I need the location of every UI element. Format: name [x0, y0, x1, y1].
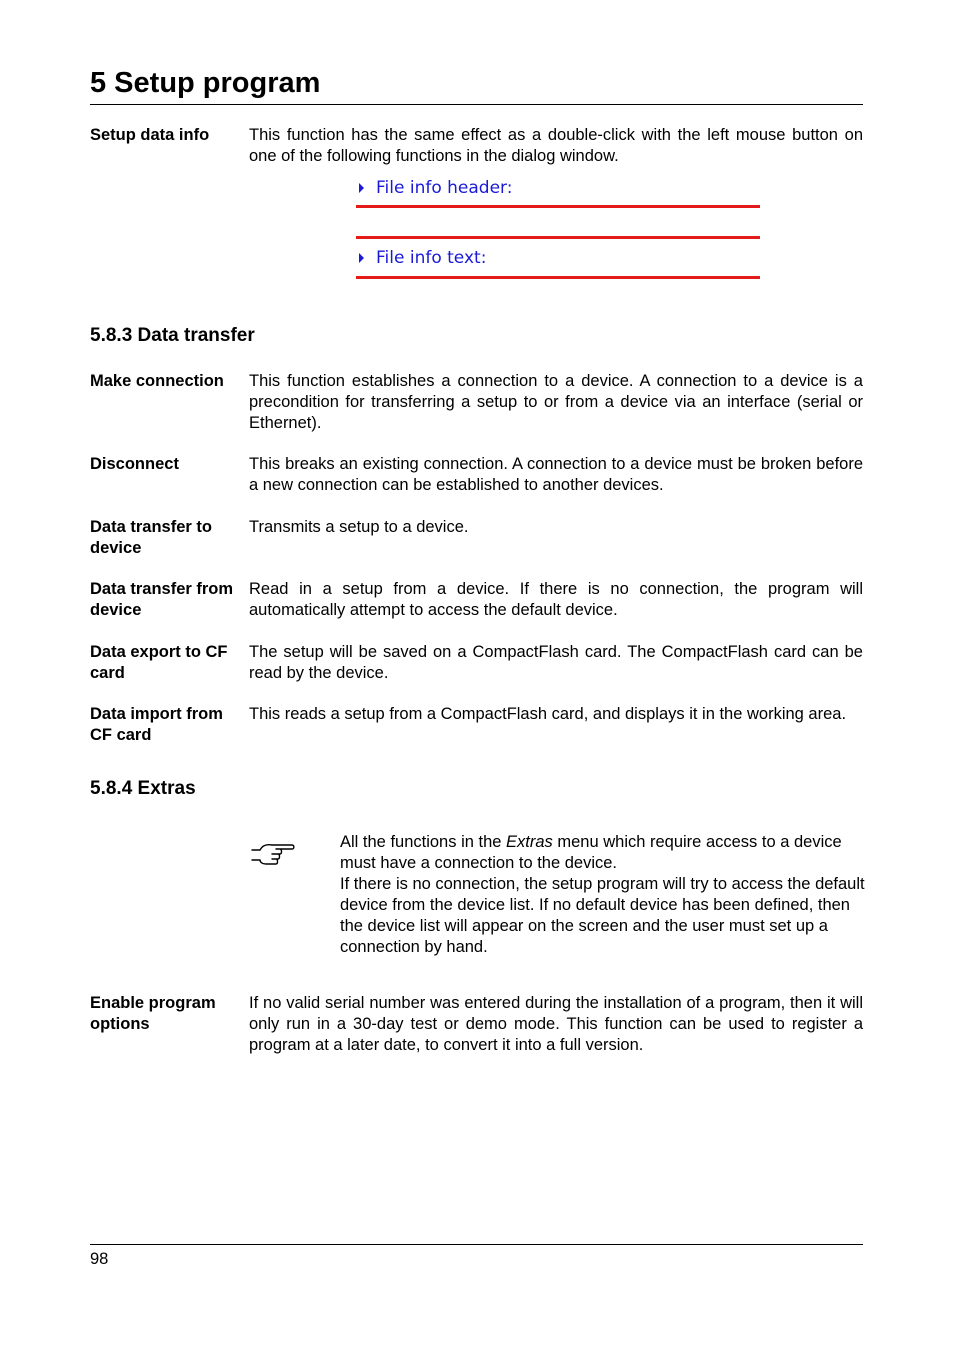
desc-data-export-cf: The setup will be saved on a CompactFlash card. The CompactFlash card can be read by the device.	[249, 643, 863, 682]
desc-disconnect: This breaks an existing connection. A connection to a device must be broken before a new connection can be established to another devices.	[249, 455, 863, 494]
expand-triangle-icon	[359, 183, 364, 193]
file-info-header-underline	[356, 205, 760, 208]
page-number: 98	[90, 1250, 109, 1268]
note-text-before: All the functions in the	[340, 833, 507, 851]
file-info-header-row[interactable]	[359, 175, 512, 201]
term-data-transfer-to-device: Data transfer to device	[90, 518, 212, 557]
chapter-title: 5 Setup program	[90, 67, 321, 99]
term-enable-program-options: Enable program options	[90, 994, 216, 1033]
section-heading-data-transfer: 5.8.3 Data transfer	[90, 325, 255, 346]
file-info-header-label: File info header:	[376, 178, 513, 198]
term-setup-data-info: Setup data info	[90, 126, 210, 144]
term-make-connection: Make connection	[90, 372, 224, 390]
footer-rule	[90, 1244, 863, 1245]
desc-data-transfer-from-device: Read in a setup from a device. If there is no connection, the program will automatically attempt to access the default device.	[249, 580, 863, 619]
file-info-text-overline	[356, 236, 760, 239]
desc-setup-data-info: This function has the same effect as a double-click with the left mouse button on one of the following functions in the dialog window.	[249, 126, 863, 165]
expand-triangle-icon	[359, 253, 364, 263]
term-data-import-cf: Data import from CF card	[90, 705, 223, 744]
note-italic-word: Extras	[506, 833, 553, 851]
header-rule	[90, 104, 863, 105]
desc-enable-program-options: If no valid serial number was entered during the installation of a program, then it will only run in a 30-day test or demo mode. This function can be used to register a program at a later date, to convert it into a full version.	[249, 994, 863, 1054]
term-data-transfer-from-device: Data transfer from device	[90, 580, 234, 619]
file-info-text-row[interactable]	[359, 245, 486, 271]
note-text-second: If there is no connection, the setup program will try to access the default device from the device list. If no default device has been defined, then the device list will appear on the screen and the user must set up a connection by hand.	[340, 875, 865, 956]
note-text-after: menu which require access to a device must have a connection to the device.	[340, 833, 842, 872]
pointing-hand-icon	[250, 842, 296, 872]
file-info-text-label: File info text:	[376, 248, 487, 268]
term-disconnect: Disconnect	[90, 455, 179, 473]
term-data-export-cf: Data export to CF card	[90, 643, 228, 682]
file-info-text-underline	[356, 276, 760, 279]
desc-make-connection: This function establishes a connection to a device. A connection to a device is a precondition for transferring a setup to or from a device via an interface (serial or Ethernet).	[249, 372, 863, 432]
section-heading-extras: 5.8.4 Extras	[90, 778, 196, 799]
extras-note	[340, 832, 865, 958]
desc-data-import-cf: This reads a setup from a CompactFlash card, and displays it in the working area.	[249, 705, 847, 723]
file-info-dialog-excerpt	[355, 172, 761, 282]
desc-data-transfer-to-device: Transmits a setup to a device.	[249, 518, 469, 536]
